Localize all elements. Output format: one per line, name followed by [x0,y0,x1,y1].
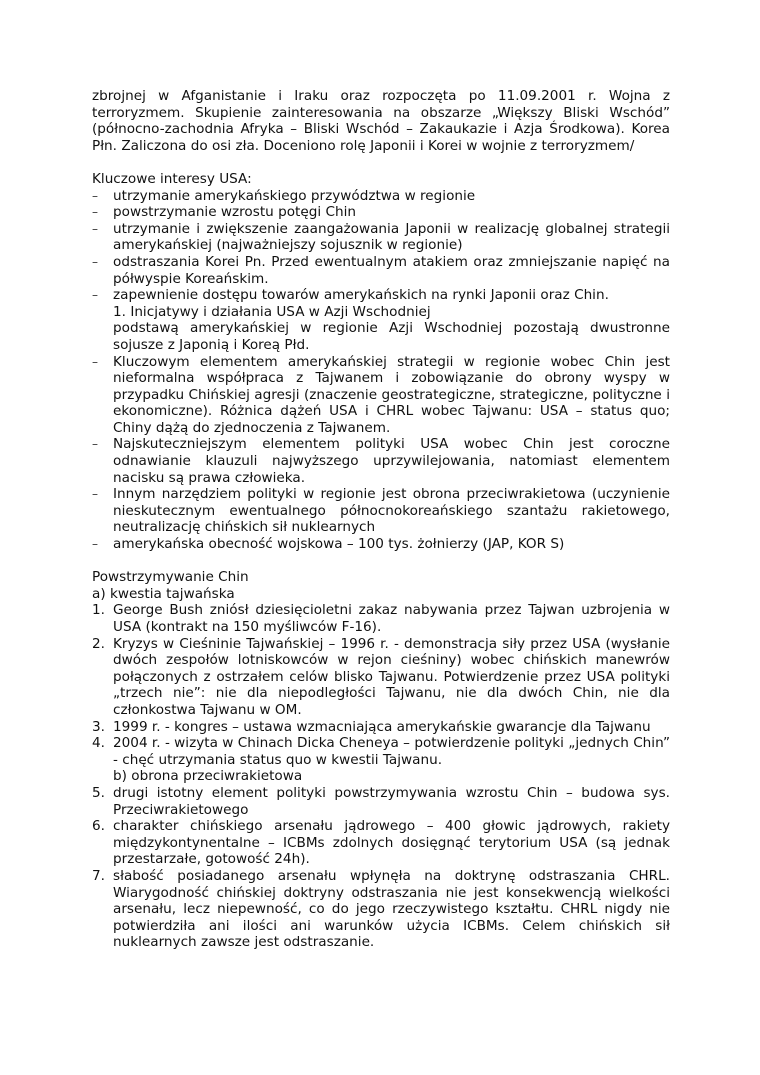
item-number: 1. [92,602,105,619]
missile-heading: b) obrona przeciwrakietowa [113,768,303,785]
item-number: 2. [92,635,105,652]
item-text: Kryzys w Cieśninie Tajwańskiej – 1996 r. - demonstracja siły przez USA (wysłanie dwóch zespołów lotniskowców w rejon cieśniny) wobec chińskich manewrów połączonych z ostrzałem celów blisko Tajwanu. Potwierdzenie przez USA polityki „trzech nie”: nie dla niepodległości Tajwanu, nie dla dwóch Chin, nie dla członkostwa Tajwanu w OM. [113,635,670,718]
initiatives-heading [92,304,670,321]
list-item: – Najskuteczniejszym elementem polityki USA wobec Chin jest coroczne odnawianie klauzuli najwyższego uprzywilejowania, natomiast elementem nacisku są prawa człowieka. [92,436,670,486]
list-item: – powstrzymanie wzrostu potęgi Chin [92,204,670,221]
item-text: charakter chińskiego arsenału jądrowego – 400 głowic jądrowych, rakiety międzykontynentalne – ICBMs zdolnych dosięgnąć terytorium USA (są jednak przestarzałe, gotowość 24h). [113,818,670,868]
interests-list [92,188,670,304]
interests-heading: Kluczowe interesy USA: [92,170,252,187]
intro-paragraph: zbrojnej w Afganistanie i Iraku oraz rozpoczęta po 11.09.2001 r. Wojna z terroryzmem. Skupienie zainteresowania na obszarze „Większy Bliski Wschód” (północno-zachodnia Afryka – Bliski Wschód – Zakaukazie i Azja Środkowa). Korea Płn. Zaliczona do osi zła. Doceniono rolę Japonii i Korei w wojnie z terroryzmem/ [92,88,670,154]
item-number: 3. [92,718,105,735]
list-item: – odstraszania Korei Pn. Przed ewentualnym atakiem oraz zmniejszanie napięć na półwyspie Koreańskim. [92,254,670,287]
containment-heading: Powstrzymywanie Chin [92,569,249,586]
list-item [92,636,670,719]
list-item [92,818,670,868]
list-item: – utrzymanie amerykańskiego przywództwa w regionie [92,188,670,205]
item-number: 6. [92,818,105,835]
item-number: 7. [92,867,105,884]
item-text: George Bush zniósł dziesięcioletni zakaz nabywania przez Tajwan uzbrojenia w USA (kontrakt na 150 myśliwców F-16). [113,602,670,635]
list-item [92,735,670,768]
item-text: drugi istotny element polityki powstrzymywania wzrostu Chin – budowa sys. Przeciwrakietowego [113,784,670,818]
list-item: – zapewnienie dostępu towarów amerykańskich na rynki Japonii oraz Chin. [92,287,670,304]
taiwan-list [92,602,670,768]
list-item [92,719,670,736]
item-text: słabość posiadanego arsenału wpłynęła na doktrynę odstraszania CHRL. Wiarygodność chińskiej doktryny odstraszania nie jest konsekwencją wielkości arsenału, lecz niepewność, co do jego rzeczywistego kształtu. CHRL nigdy nie potwierdziła ani ilości ani warunków użycia ICBMs. Celem chińskich sił nuklearnych zawsze jest odstraszanie. [113,867,670,951]
item-text: 2004 r. - wizyta w Chinach Dicka Cheneya – potwierdzenie polityki „jednych Chin” - chęć utrzymania status quo w kwestii Tajwanu. [113,735,670,768]
spacer [92,154,670,171]
list-item: – utrzymanie i zwiększenie zaangażowania Japonii w realizację globalnej strategii amerykańskiej (najważniejszy sojusznik w regionie) [92,221,670,254]
item-number: 4. [92,735,105,752]
initiatives-text: podstawą amerykańskiej w regionie Azji Wschodniej pozostają dwustronne sojusze z Japonią i Koreą Płd. [113,320,670,353]
initiatives-number: 1. [113,303,126,320]
missile-list [92,785,670,951]
list-item: – Innym narzędziem polityki w regionie jest obrona przeciwrakietowa (uczynienie nieskutecznym ewentualnego północnokoreańskiego szantażu rakietowego, neutralizację chińskich sił nuklearnych [92,486,670,536]
list-item [92,785,670,818]
item-number: 5. [92,784,105,801]
list-item: – Kluczowym elementem amerykańskiej strategii w regionie wobec Chin jest nieformalna współpraca z Tajwanem i zobowiązanie do obrony wyspy w przypadku Chińskiej agresji (znaczenie geostrategiczne, strategiczne, polityczne i ekonomiczne). Różnica dążeń USA i CHRL wobec Tajwanu: USA – status quo; Chiny dążą do zjednoczenia z Tajwanem. [92,354,670,437]
document-page [92,88,670,951]
initiatives-title: Inicjatywy i działania USA w Azji Wschodniej [130,303,431,320]
list-item [92,868,670,951]
taiwan-heading: a) kwestia tajwańska [92,585,235,602]
list-item: – amerykańska obecność wojskowa – 100 tys. żołnierzy (JAP, KOR S) [92,536,670,553]
item-text: 1999 r. - kongres – ustawa wzmacniająca amerykańskie gwarancje dla Tajwanu [113,718,651,735]
spacer [92,553,670,570]
policy-list [92,354,670,553]
list-item [92,602,670,635]
